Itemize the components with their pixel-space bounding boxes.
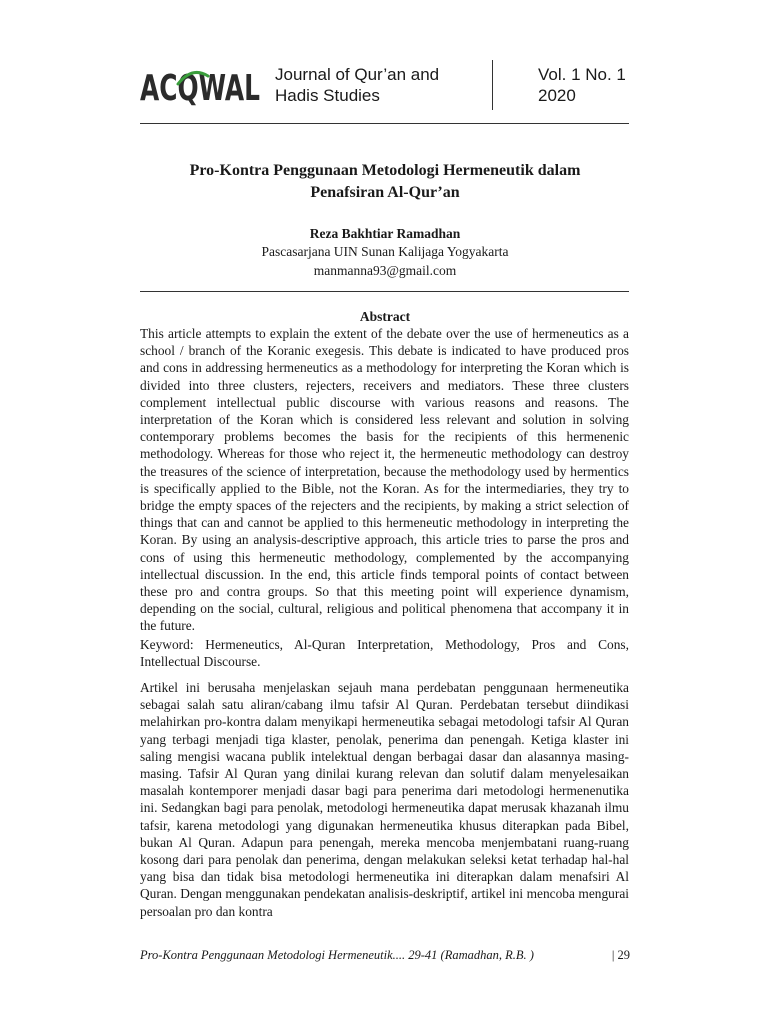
logo-text: ACQWAL bbox=[140, 68, 260, 106]
abstract-rule bbox=[140, 291, 629, 292]
abstract-heading: Abstract bbox=[359, 309, 411, 324]
journal-name bbox=[275, 64, 475, 106]
volume-info bbox=[538, 64, 648, 106]
abstract-indonesian: Artikel ini berusaha menjelaskan sejauh mana perdebatan penggunaan hermeneutika sebagai salah satu aliran/cabang ilmu tafsir Al Quran. Perdebatan tersebut diindikasi melahirkan pro-kontra dalam menyikapi hermeneutika sebagai metodologi tafsir Al Quran yang terbagi menjadi tiga klaster, penolak, penerima dan penengah. Ketiga klaster ini saling mengisi wacana publik intelektual dengan berbagai dasar dan alasannya masing-masing. Tafsir Al Quran yang dinilai kurang relevan dan solutif dalam menyelesaikan masalah kontemporer menjadi dasar bagi para penerima dari metodologi hermenenutika ini. Sedangkan bagi para penolak, metodologi hermeneutika dapat merusak khazanah ilmu tafsir, karena metodologi yang digunakan hermeneutika khusus diterapkan pada Bibel, bukan Al Quran. Adapun para penengah, mereka mencoba menjembatani ruang-ruang kosong dari para penolak dan penerima, dengan melakukan seleksi ketat terhadap hal-hal yang bisa dan tidak bisa metodologi hermeneutika ini diterapkan dalam menafsiri Al Quran. Dengan menggunakan pendekatan analisis-deskriptif, artikel ini mencoba mengurai persoalan pro dan kontra bbox=[140, 680, 629, 919]
author-email: manmanna93@gmail.com bbox=[313, 263, 457, 278]
article-title-line2: Penafsiran Al-Qur’an bbox=[310, 184, 460, 201]
article-title bbox=[140, 160, 630, 204]
header-divider bbox=[492, 60, 493, 110]
page-number: | 29 bbox=[611, 948, 630, 962]
abstract-english: This article attempts to explain the extent of the debate over the use of hermeneutics as a school / branch of the Koranic exegesis. This debate is indicated to have produced pros and cons in addressing hermeneutics as a methodology for interpreting the Koran which is divided into three clusters, rejecters, receivers and mediators. These three clusters complement intellectual public discourse with various reasons and reasons. The interpretation of the Koran which is considered less relevant and solution in solving contemporary problems becomes the basis for the recipients of this hermenenic methodology. Whereas for those who reject it, the hermeneutic methodology can destroy the treasures of the science of interpretation, because the methodology used by hermentics is specifically applied to the Bible, not the Koran. As for the intermediaries, they try to bridge the empty spaces of the rejecters and the recipients, by making a strict selection of things that can and cannot be applied to this hermeneutic methodology in interpreting the Koran. By using an analysis-descriptive approach, this article tries to parse the pros and cons of using this hermeneutic methodology, complemented by the accompanying intellectual discussion. In the end, this article finds temporal points of contact between these pro and contra groups. So that this meeting point will experience dynamism, depending on the social, cultural, religious and political phenomena that accompany it in the future. bbox=[140, 326, 629, 634]
footer-citation: Pro-Kontra Penggunaan Metodologi Hermeneutik.... 29-41 (Ramadhan, R.B. ) bbox=[140, 948, 534, 962]
author-name: Reza Bakhtiar Ramadhan bbox=[309, 226, 461, 241]
header-rule bbox=[140, 123, 629, 124]
volume-year: 2020 bbox=[538, 86, 576, 105]
author-affiliation: Pascasarjana UIN Sunan Kalijaga Yogyakarta bbox=[261, 244, 509, 259]
page-header bbox=[140, 58, 630, 110]
journal-name-line1: Journal of Qur’an and bbox=[275, 65, 440, 84]
journal-name-line2: Hadis Studies bbox=[275, 86, 380, 105]
article-title-line1: Pro-Kontra Penggunaan Metodologi Hermeneutik dalam bbox=[189, 162, 581, 179]
volume-number: Vol. 1 No. 1 bbox=[538, 65, 626, 84]
abstract-keywords: Keyword: Hermeneutics, Al-Quran Interpretation, Methodology, Pros and Cons, Intellectual Discourse. bbox=[140, 637, 629, 670]
journal-logo bbox=[140, 62, 262, 106]
